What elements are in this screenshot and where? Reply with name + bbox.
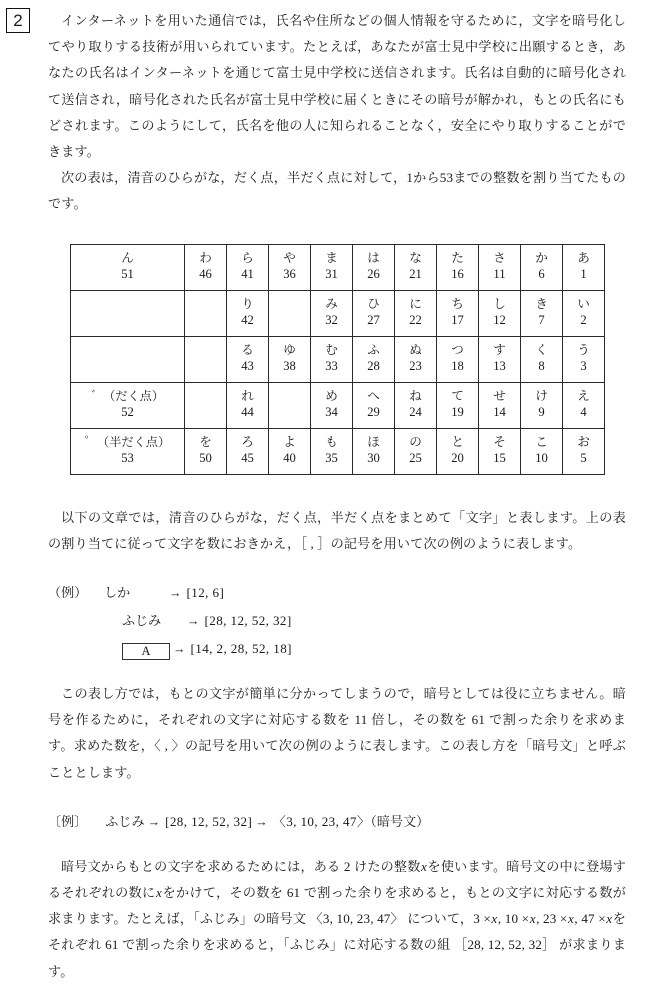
- kana-number: 29: [367, 405, 380, 420]
- table-cell: [395, 290, 437, 336]
- spacer-before-cipher: [8, 663, 625, 681]
- kana-char: ろ: [241, 435, 254, 450]
- kana-number: 34: [325, 405, 338, 420]
- table-cell: [185, 382, 227, 428]
- table-cell: [311, 428, 353, 474]
- kana-number: 7: [538, 313, 545, 328]
- table-row: [71, 382, 605, 428]
- variable-x: x: [155, 885, 162, 901]
- spacer-before-table: [8, 218, 625, 244]
- kana-number: 18: [451, 359, 464, 374]
- kana-char: け: [535, 389, 548, 404]
- kana-char: と: [451, 435, 464, 450]
- table-cell: [563, 382, 605, 428]
- table-row: [71, 244, 605, 290]
- decrypt-text-b: を使います。暗号文の中に登場するそれぞれの数に: [48, 858, 626, 901]
- table-cell: [227, 244, 269, 290]
- table-cell: [563, 336, 605, 382]
- table-cell: [479, 244, 521, 290]
- problem-number-box: 2: [6, 8, 30, 33]
- kana-number: 33: [325, 359, 338, 374]
- table-cell: [185, 336, 227, 382]
- kana-char: れ: [241, 389, 254, 404]
- table-cell: [353, 428, 395, 474]
- table-cell: [311, 290, 353, 336]
- example-sequence-plain: [28, 12, 52, 32]: [165, 813, 253, 829]
- table-cell-label: [71, 290, 185, 336]
- kana-number: 32: [325, 313, 338, 328]
- kana-number: 22: [409, 313, 422, 328]
- table-cell: [269, 382, 311, 428]
- table-cell: [311, 336, 353, 382]
- kana-char: よ: [283, 435, 296, 450]
- table-cell-label: [71, 244, 185, 290]
- kana-char: ふ: [367, 343, 380, 358]
- table-cell: [353, 382, 395, 428]
- kana-char: そ: [493, 435, 506, 450]
- table-cell-label: [71, 336, 185, 382]
- kana-number: 21: [409, 267, 422, 282]
- variable-x: x: [606, 911, 613, 927]
- kana-char: り: [241, 297, 254, 312]
- kana-char: は: [367, 251, 380, 266]
- kana-number: 26: [367, 267, 380, 282]
- kana-char: ね: [409, 389, 422, 404]
- table-cell: [395, 382, 437, 428]
- paragraph-after-table: 以下の文章では，清音のひらがな，だく点，半だく点をまとめて「文字」と表します。上の表の割り当てに従って文字を数におきかえ，［ , ］の記号を用いて次の例のように表します。: [48, 509, 626, 551]
- table-cell: [269, 428, 311, 474]
- kana-char: つ: [451, 343, 464, 358]
- variable-x: x: [529, 911, 536, 927]
- kana-number: 44: [241, 405, 254, 420]
- answer-blank-a[interactable]: A: [122, 643, 170, 660]
- table-cell: [227, 290, 269, 336]
- arrow-icon: →: [173, 642, 186, 657]
- kana-number: 2: [580, 313, 587, 328]
- kana-char: を: [199, 435, 212, 450]
- kana-number: 51: [121, 267, 134, 282]
- kana-number: 15: [493, 451, 506, 466]
- example-note: （暗号文）: [370, 813, 430, 829]
- table-cell: [521, 244, 563, 290]
- kana-number: 46: [199, 267, 212, 282]
- kana-number: 4: [580, 405, 587, 420]
- example-word: ふじみ: [105, 813, 145, 829]
- table-row: [71, 428, 605, 474]
- table-cell: [269, 290, 311, 336]
- kana-number: 10: [535, 451, 548, 466]
- kana-number: 8: [538, 359, 545, 374]
- example-word: しか: [104, 585, 131, 601]
- decrypt-text-c: をかけて，その数を 61 で割った余りを求めると，もとの文字に対応する数が求まります。たとえば，「ふじみ」の暗号文 〈3, 10, 23, 47〉 について，3 ×: [48, 885, 626, 927]
- kana-char: お: [577, 435, 590, 450]
- kana-number: 12: [493, 313, 506, 328]
- decrypt-text-g: 47 ×: [581, 911, 606, 927]
- table-cell: [521, 428, 563, 474]
- kana-char: わ: [199, 251, 212, 266]
- table-cell: [227, 428, 269, 474]
- kana-char: に: [409, 297, 422, 312]
- decrypt-text-d: , 10 ×: [497, 911, 530, 927]
- spacer-before-examples: [8, 557, 625, 579]
- kana-number: 45: [241, 451, 254, 466]
- table-cell-dakuten-label: [71, 382, 185, 428]
- table-cell: [563, 244, 605, 290]
- table-cell: [479, 382, 521, 428]
- kana-char: こ: [535, 435, 548, 450]
- spacer-after-table: [8, 475, 625, 505]
- variable-x: x: [567, 911, 574, 927]
- kana-char: ぬ: [409, 343, 422, 358]
- table-cell: [479, 336, 521, 382]
- kana-table-body: [71, 244, 605, 474]
- kana-char: な: [409, 251, 422, 266]
- kana-number: 40: [283, 451, 296, 466]
- table-cell-handakuten-label: [71, 428, 185, 474]
- decrypt-text-a: 暗号文からもとの文字を求めるためには，ある 2 けたの整数: [61, 858, 421, 874]
- kana-char: の: [409, 435, 422, 450]
- kana-number: 5: [580, 451, 587, 466]
- table-cell: [269, 244, 311, 290]
- table-cell: [353, 290, 395, 336]
- table-cell: [521, 290, 563, 336]
- kana-number: 6: [538, 267, 545, 282]
- kana-char: ほ: [367, 435, 380, 450]
- kana-char: へ: [367, 389, 380, 404]
- example-label: （例）: [48, 585, 88, 601]
- decrypt-text-e: , 23 ×: [536, 911, 568, 927]
- table-cell: [185, 244, 227, 290]
- kana-char: や: [283, 251, 296, 266]
- table-cell: [521, 336, 563, 382]
- table-cell: [311, 382, 353, 428]
- arrow-icon: →: [255, 814, 268, 829]
- decrypt-text-h: をそれぞれ 61 で割った余りを求めると，「ふじみ」に対応する数の組 ［28, 12, 52, 32］ が求まります。: [48, 911, 626, 979]
- kana-number: 53: [121, 451, 134, 466]
- kana-number: 24: [409, 405, 422, 420]
- spacer-before-decrypt: [8, 836, 625, 854]
- kana-number: 31: [325, 267, 338, 282]
- kana-number: 11: [493, 267, 506, 282]
- table-cell: [353, 336, 395, 382]
- example-line-cipher: [48, 808, 625, 836]
- kana-number: 16: [451, 267, 464, 282]
- handakuten-label: ゜（半だく点）: [84, 435, 171, 450]
- spacer-before-example2: [8, 786, 625, 808]
- example-line-3: [8, 635, 625, 663]
- kana-char: い: [577, 297, 590, 312]
- kana-char: め: [325, 389, 338, 404]
- arrow-icon: →: [187, 614, 200, 629]
- example-sequence-cipher: 〈3, 10, 23, 47〉: [272, 813, 371, 829]
- table-cell: [395, 428, 437, 474]
- kana-char: ち: [451, 297, 464, 312]
- table-cell: [521, 382, 563, 428]
- table-cell: [437, 290, 479, 336]
- kana-number: 50: [199, 451, 212, 466]
- table-cell: [437, 428, 479, 474]
- dakuten-label: ゛（だく点）: [90, 389, 165, 404]
- kana-table-wrapper: [70, 244, 625, 475]
- kana-number-table: [70, 244, 605, 475]
- kana-char: ゆ: [283, 343, 296, 358]
- kana-char: く: [535, 343, 548, 358]
- kana-char: さ: [493, 251, 506, 266]
- kana-number: 30: [367, 451, 380, 466]
- kana-number: 43: [241, 359, 254, 374]
- kana-number: 19: [451, 405, 464, 420]
- kana-char: も: [325, 435, 338, 450]
- kana-char: る: [241, 343, 254, 358]
- kana-char: ん: [121, 251, 134, 266]
- kana-number: 41: [241, 267, 254, 282]
- kana-number: 35: [325, 451, 338, 466]
- table-cell: [437, 244, 479, 290]
- table-cell: [563, 428, 605, 474]
- kana-char: す: [493, 343, 506, 358]
- table-cell: [227, 382, 269, 428]
- kana-char: え: [577, 389, 590, 404]
- kana-char: ら: [241, 251, 254, 266]
- kana-number: 23: [409, 359, 422, 374]
- paragraph-table-lead: 次の表は，清音のひらがな，だく点，半だく点に対して，1から53までの整数を割り当てたものです。: [48, 170, 626, 212]
- table-row: [71, 290, 605, 336]
- kana-number: 13: [493, 359, 506, 374]
- paragraph-intro: インターネットを用いた通信では，氏名や住所などの個人情報を守るために，文字を暗号化してやり取りする技術が用いられています。たとえば，あなたが富士見中学校に出願するとき，あなたの氏名はインターネットを通じて富士見中学校に送信されます。氏名は自動的に暗号化されて送信され，暗号化された氏名が富士見中学校に届くときにその暗号が解かれ，もとの氏名にもどされます。このようにして，氏名を他の人に知られることなく，安全にやり取りすることができます。: [48, 13, 626, 160]
- kana-char: ま: [325, 251, 338, 266]
- kana-char: あ: [577, 251, 590, 266]
- kana-number: 25: [409, 451, 422, 466]
- kana-char: き: [535, 297, 548, 312]
- example-line-2: [8, 607, 625, 635]
- table-cell: [185, 428, 227, 474]
- table-cell: [185, 290, 227, 336]
- kana-char: て: [451, 389, 464, 404]
- variable-x: x: [491, 911, 498, 927]
- arrow-icon: →: [169, 586, 182, 601]
- table-row: [71, 336, 605, 382]
- kana-char: ひ: [367, 297, 380, 312]
- table-cell: [479, 428, 521, 474]
- kana-number: 42: [241, 313, 254, 328]
- kana-number: 9: [538, 405, 545, 420]
- kana-number: 20: [451, 451, 464, 466]
- kana-number: 27: [367, 313, 380, 328]
- arrow-icon: →: [147, 814, 161, 829]
- table-cell: [353, 244, 395, 290]
- kana-char: し: [493, 297, 506, 312]
- kana-number: 3: [580, 359, 587, 374]
- example-label: 〔例〕: [48, 813, 88, 829]
- example-line-1: [8, 579, 625, 607]
- kana-number: 28: [367, 359, 380, 374]
- table-cell: [395, 244, 437, 290]
- table-cell: [227, 336, 269, 382]
- table-cell: [563, 290, 605, 336]
- example-sequence: [28, 12, 52, 32]: [204, 613, 292, 629]
- example-sequence: [12, 6]: [186, 585, 225, 601]
- kana-char: せ: [493, 389, 506, 404]
- decrypt-text-f: ,: [574, 911, 578, 927]
- kana-number: 38: [283, 359, 296, 374]
- kana-number: 14: [493, 405, 506, 420]
- table-cell: [479, 290, 521, 336]
- paragraph-decrypt: [48, 854, 626, 985]
- example-sequence: [14, 2, 28, 52, 18]: [190, 641, 292, 657]
- kana-char: む: [325, 343, 338, 358]
- table-cell: [395, 336, 437, 382]
- kana-number: 52: [121, 405, 134, 420]
- paragraph-cipher-intro: この表し方では，もとの文字が簡単に分かってしまうので，暗号としては役に立ちません。暗号を作るために，それぞれの文字に対応する数を 11 倍し，その数を 61 で割った余りを求めます。求めた数を，〈 , 〉の記号を用いて次の例のように表します。この表し方を「暗号文」と呼ぶこととします。: [48, 686, 626, 780]
- kana-number: 36: [283, 267, 296, 282]
- table-cell: [437, 336, 479, 382]
- table-cell: [311, 244, 353, 290]
- kana-number: 17: [451, 313, 464, 328]
- kana-char: う: [577, 343, 590, 358]
- example-word: ふじみ: [122, 613, 162, 629]
- table-cell: [437, 382, 479, 428]
- kana-char: か: [535, 251, 548, 266]
- kana-char: み: [325, 297, 338, 312]
- variable-x: x: [421, 858, 427, 874]
- table-cell: [269, 336, 311, 382]
- kana-number: 1: [580, 267, 587, 282]
- kana-char: た: [451, 251, 464, 266]
